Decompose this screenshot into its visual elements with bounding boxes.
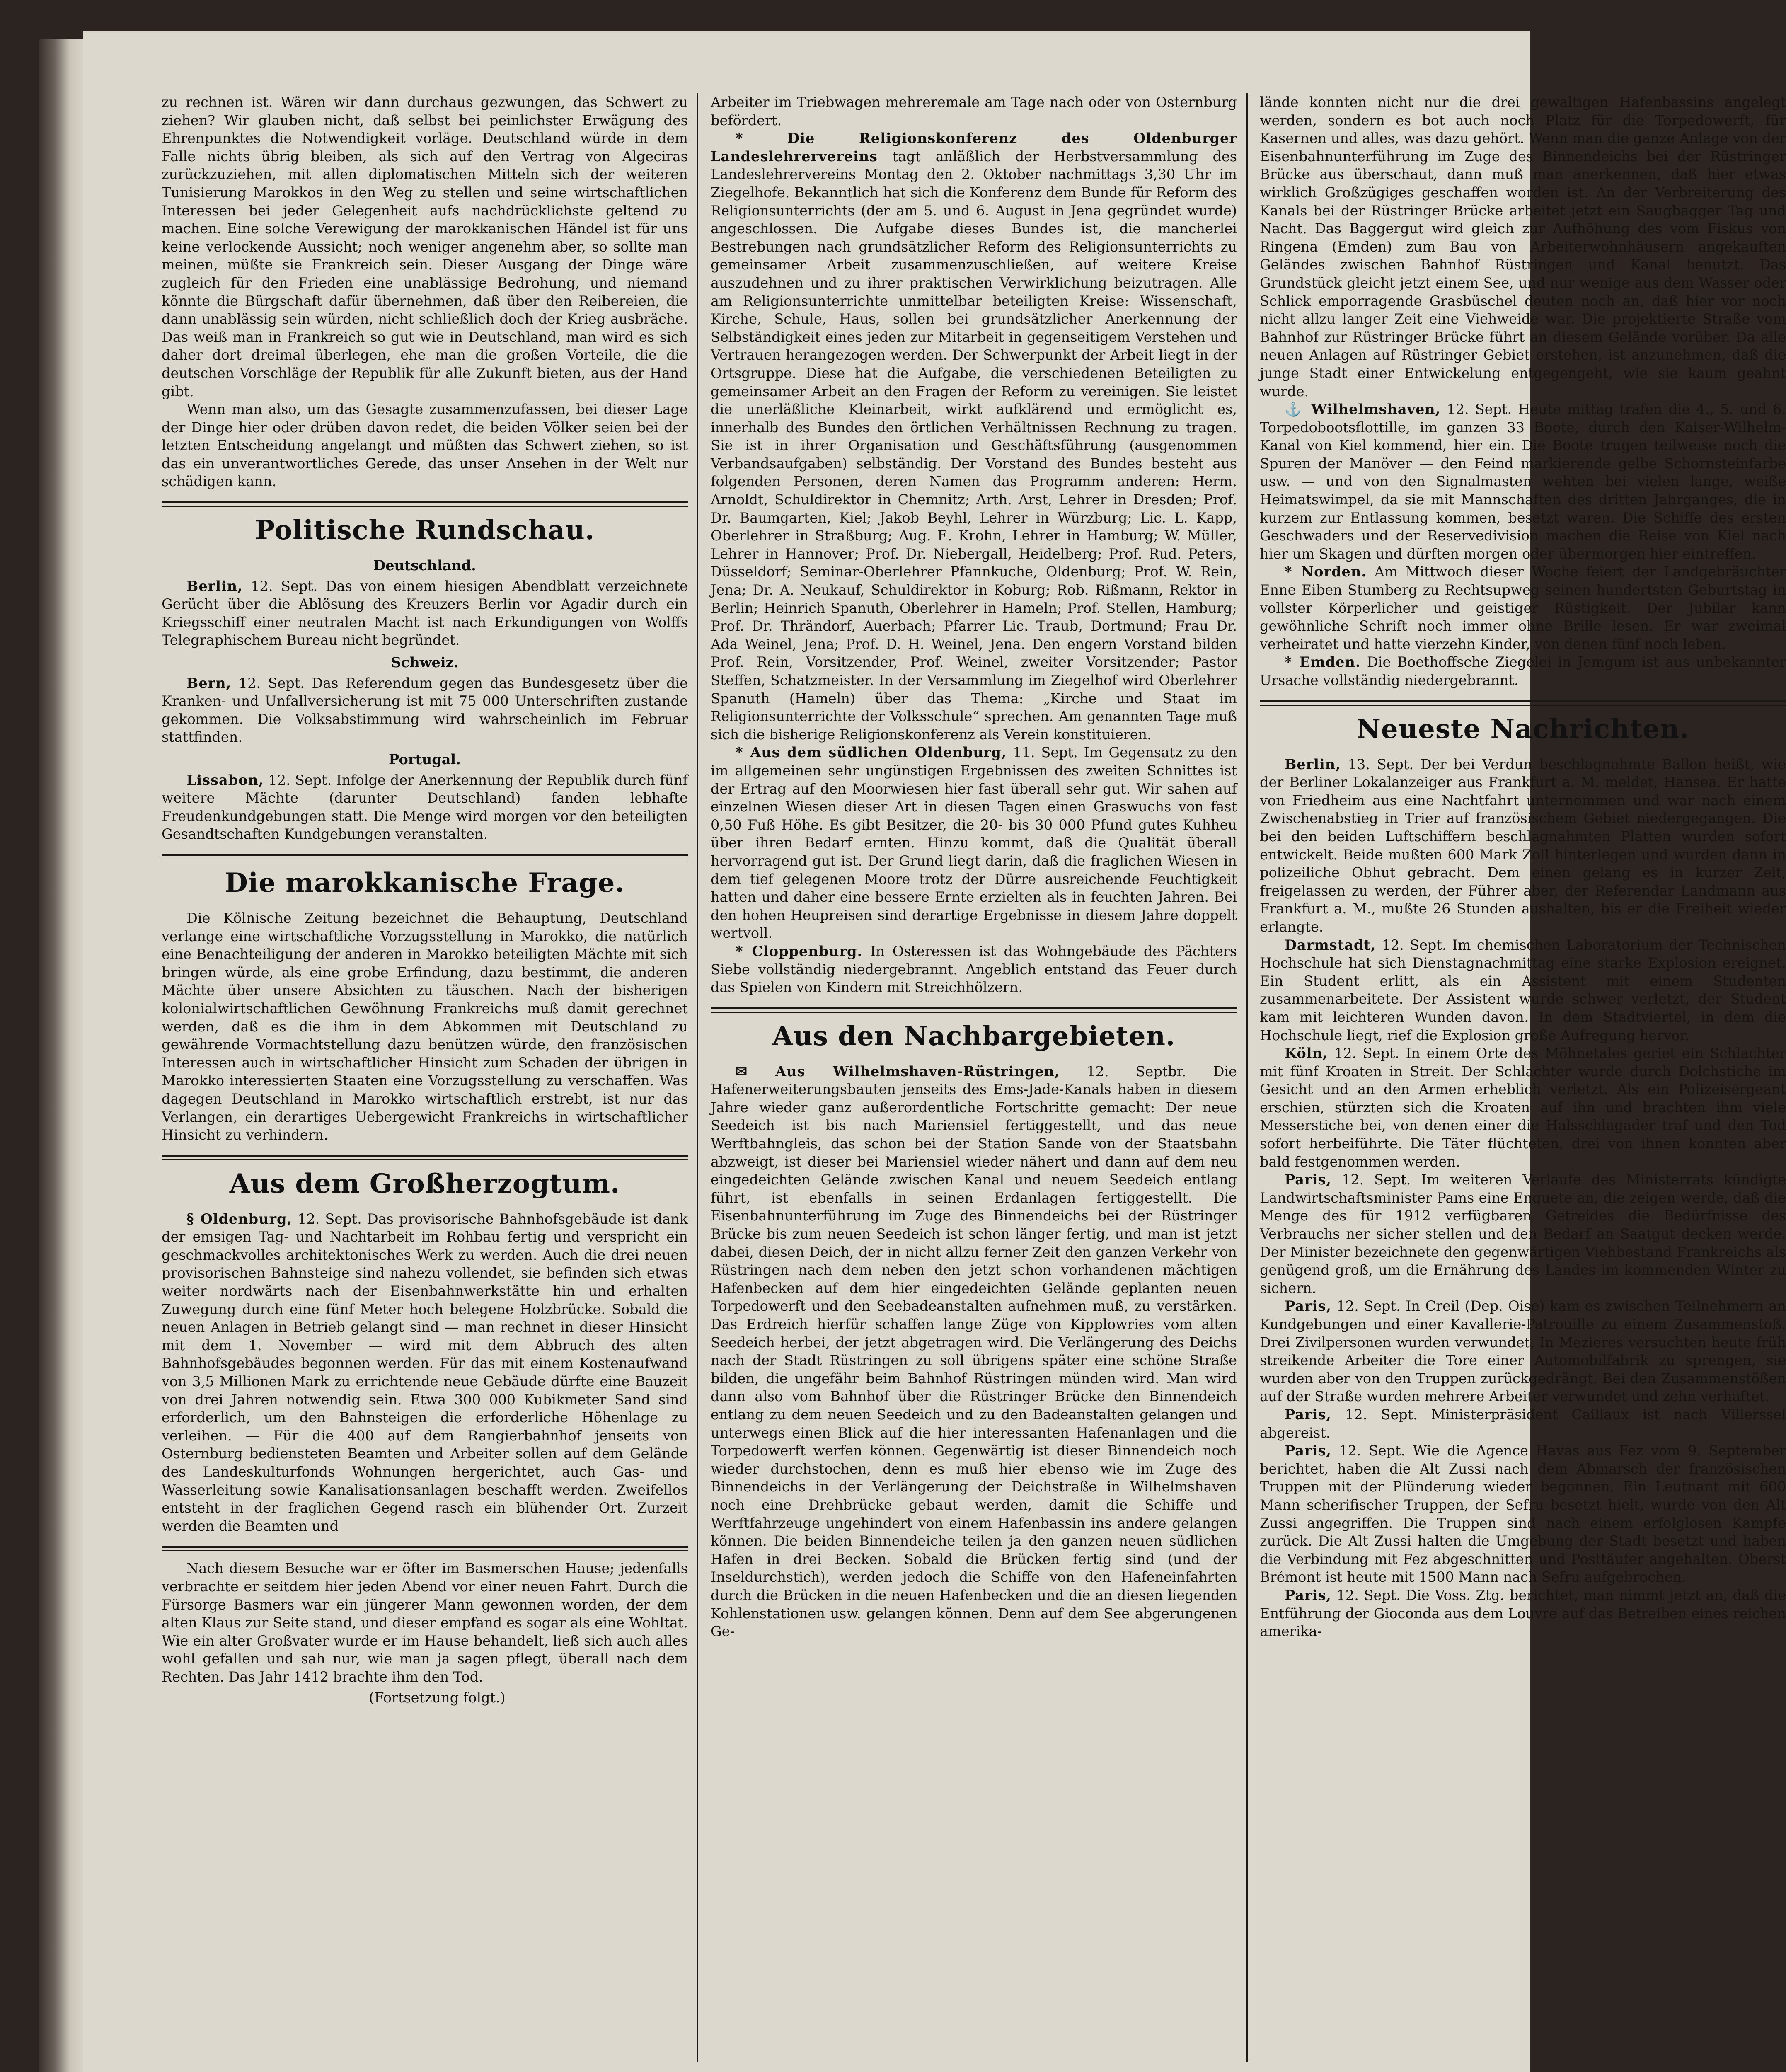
article-continuation: Arbeiter im Triebwagen mehreremale am Tage nach oder von Osternburg befördert.: [711, 94, 1237, 128]
dateline: * Aus dem südlichen Oldenburg,: [736, 744, 1007, 761]
dateline: Paris,: [1285, 1172, 1331, 1188]
news-item: [1260, 1586, 1786, 1641]
article-paragraph: Wenn man also, um das Gesagte zusammenzufassen, bei dieser Lage der Dinge hier oder drüben davon redet, die beiden Völker seien bei der letzten Entscheidung angelangt und müßten das Schwert ziehen, so ist das ein unverantwortliches Gerede, das unser Ansehen in der Welt nur schädigen kann.: [162, 401, 688, 490]
news-text: 12. Sept. In einem Orte des Möhnetales geriet ein Schlachter mit fünf Kroaten in Streit. Der Schlachter wurde durch Dolchstiche im Gesicht und an den Armen erheblich verletzt. Als ein Polizeisergeant erschien, stürzten sich die Kroaten auf ihn und brachten ihm viele Messerstiche bei, von denen einer die Halsschlagader traf und den Tod sofort herbeiführte. Die Täter flüchteten, drei von ihnen konnten aber bald festgenommen werden.: [1260, 1045, 1786, 1170]
news-text: 12. Sept. Das provisorische Bahnhofsgebäude ist dank der emsigen Tag- und Nachtarbeit im Rohbau fertig und verspricht ein geschmackvolles architektonisches Werk zu werden. Auch die drei neuen provisorischen Bahnsteige sind nahezu vollendet, sie befinden sich etwas weiter nordwärts nach der Eisenbahnwerkstätte hin und erhalten Zuwegung durch eine fünf Meter hoch belegene Holzbrücke. Sobald die neuen Anlagen in Betrieb gelangt sind — man rechnet in dieser Hinsicht mit dem 1. November — wird mit dem Abbruch des alten Bahnhofsgebäudes begonnen werden. Für das mit einem Kostenaufwand von 3,5 Millionen Mark zu errichtende neue Gebäude dürfte eine Bauzeit von drei Jahren notwendig sein. Etwa 300 000 Kubikmeter Sand sind erforderlich, um den Bahnsteigen die erforderliche Höhenlage zu verleihen. — Für die 400 auf dem Rangierbahnhof jenseits von Osternburg bediensteten Beamten und Arbeiter sollen auf dem Gelände des Landeskulturfonds Wohnungen hergerichtet, auch Gas- und Wasserleitung sowie Kanalisationsanlagen beschafft werden. Zweifellos entsteht in der fraglichen Gegend rasch ein blühender Ort. Zurzeit werden die Beamten und: [162, 1210, 688, 1534]
news-text: 12. Septbr. Die Hafenerweiterungsbauten jenseits des Ems-Jade-Kanals haben in diesem Jahre wieder ganz außerordentliche Fortschritte gemacht: Der neue Seedeich ist bis nach Mariensiel fertiggestellt, und das neue Werftbahngleis, das schon bei der Station Sande von der Staatsbahn abzweigt, ist dieser bei Mariensiel wieder nähert und dann auf dem neu eingedeichten Gelände zwischen Kanal und neuem Seedeich entlang führt, ist ebenfalls in seinen Erdanlagen fertiggestellt. Die Eisenbahnunterführung im Zuge des Binnendeichs bei der Rüstringer Brücke bis zum neuen Seedeich ist schon länger fertig, und man ist jetzt dabei, diesen Deich, der in nicht allzu ferner Zeit den ganzen Verkehr von Rüstringen nach dem neben den jetzt schon vorhandenen mächtigen Hafenbecken auf dem hier eingedeichten Gelände geplanten neuen Torpedowerft und den Seebadeanstalten aufnehmen muß, zu verstärken. Das Erdreich hierfür schaffen lange Züge von Kipplowries vom alten Seedeich herbei, der jetzt abgetragen wird. Die Verlängerung des Deichs nach der Stadt Rüstringen zu soll übrigens später eine schöne Straße bilden, die ungefähr beim Bahnhof Rüstringen münden wird. Man wird dann also vom Bahnhof über die Rüstringer Brücke den Binnendeich entlang zu dem neuen Seedeich und zu den Badeanstalten gelangen und unterwegs einen Blick auf die hier interessanten Hafenanlagen und die Torpedowerft werfen können. Gegenwärtig ist dieser Binnendeich noch wieder durchstochen, denn es muß hier ebenso wie im Zuge des Binnendeichs in der Verlängerung der Deichstraße in Wilhelmshaven noch eine Drehbrücke gebaut werden, damit die Schiffe und Werftfahrzeuge ungehindert von einem Hafenbassin ins andere gelangen können. Die beiden Binnendeiche teilen ja den ganzen neuen südlichen Hafen in drei Becken. Sobald die Brücken fertig sind (und der Inseldurchstich), werden jedoch die Schiffe von den Hafeneinfahrten durch die Brücken in die neuen Hafenbecken und die an diesen liegenden Kohlenstationen usw. gelangen können. Denn auf dem See abgerungenen Ge-: [711, 1063, 1237, 1640]
news-item: [162, 771, 688, 843]
country-heading: Deutschland.: [373, 557, 476, 574]
news-text: In Osteressen ist das Wohngebäude des Pächters Siebe vollständig niedergebrannt. Angeblich entstand das Feuer durch das Spielen von Kindern mit Streichhölzern.: [711, 943, 1237, 996]
news-text: 12. Sept. Infolge der Anerkennung der Republik durch fünf weitere Mächte (darunter Deutschland) fanden lebhafte Freudenkundgebungen statt. Die Menge wird morgen vor den beteiligten Gesandtschaften Kundgebungen veranstalten.: [162, 772, 688, 842]
news-text: 12. Sept. In Creil (Dep. Oise) kam es zwischen Teilnehmern an Kundgebungen und einer Kavallerie-Patrouille zu einem Zusammenstoß. Drei Zivilpersonen wurden verwundet. In Mezieres versuchten heute früh streikende Arbeiter die Tore einer Automobilfabrik zu sprengen, sie wurden aber von den Truppen zurückgedrängt. Bei den Zusammenstößen auf der Straße wurden mehrere Arbeiter verwundet und zehn verhaftet.: [1260, 1298, 1786, 1405]
section-feuilleton: [162, 1546, 688, 1706]
news-text: 12. Sept. Im chemischen Laboratorium der Technischen Hochschule hat sich Dienstagnachmittag eine starke Explosion ereignet. Ein Student erlitt, als ein Assistent mit einem Studenten zusammenarbeitete. Der Assistent wurde schwer verletzt, der Student kam mit leichteren Wunden davon. In dem Stadtviertel, in dem die Hochschule liegt, rief die Explosion große Aufregung hervor.: [1260, 937, 1786, 1043]
news-item: [1260, 400, 1786, 563]
news-item: [1260, 653, 1786, 689]
dateline: ✉ Aus Wilhelmshaven-Rüstringen,: [736, 1063, 1060, 1080]
news-text: 12. Sept. Im weiteren Verlaufe des Ministerrats kündigte Landwirtschaftsminister Pams eine Enquete an, die zeigen werde, daß die Menge des für 1912 verfügbaren Getreides die Bedürfnisse des Verbrauchs ner sicher stellen und den Bedarf an Saatgut decken werde. Der Minister bezeichnete den gegenwärtigen Viehbestand Frankreichs als genügend groß, um die Ernährung des Landes im kommenden Winter zu sichern.: [1260, 1172, 1786, 1296]
news-text: tagt anläßlich der Herbstversammlung des Landeslehrervereins Montag den 2. Oktober nachmittags 3,30 Uhr im Ziegelhofe. Bekanntlich hat sich die Konferenz dem Bunde für Reform des Religionsunterrichts (der am 5. und 6. August in Jena gegründet wurde) angeschlossen. Die Aufgabe dieses Bundes ist, die mancherlei Bestrebungen nach grundsätzlicher Reform des Religionsunterrichts zu gemeinsamer Arbeit zusammenzuschließen, auf weitere Kreise auszudehnen und zu ihrer praktischen Verwirklichung beizutragen. Alle am Religionsunterrichte unmittelbar beteiligten Kreise: Wissenschaft, Kirche, Schule, Haus, sollen bei grundsätzlicher Anerkennung der Selbständigkeit eines jeden zur Mitarbeit in gegenseitigem Verstehen und Vertrauen herangezogen werden. Der Schwerpunkt der Arbeit liegt in der Ortsgruppe. Diese hat die Aufgabe, die verschiedenen Beteiligten zu gemeinsamer Arbeit an den Fragen der Reform zu vereinigen. Sie leistet die unerläßliche Kleinarbeit, wirkt aufklärend und ermöglicht es, innerhalb des Bundes den örtlichen Verhältnissen Rechnung zu tragen. Sie ist in ihrer Organisation und Geschäftsführung (ausgenommen Verbandsaufgaben) selbständig. Der Vorstand des Bundes besteht aus folgenden Personen, deren Namen das Programm anderen: Herm. Arnoldt, Schuldirektor in Chemnitz; Arth. Arst, Lehrer in Dresden; Prof. Dr. Baumgarten, Kiel; Jakob Beyhl, Lehrer in Würzburg; Lic. L. Kapp, Oberlehrer in Straßburg; Aug. E. Krohn, Lehrer in Hamburg; W. Müller, Lehrer in Hannover; Prof. Dr. Niebergall, Heidelberg; Prof. Rud. Peters, Düsseldorf; Seminar-Oberlehrer Pfannkuche, Oldenburg; Prof. W. Rein, Jena; Dr. A. Neukauf, Schuldirektor in Koburg; Rob. Rißmann, Rektor in Berlin; Heinrich Spanuth, Oberlehrer in Hameln; Prof. Stellen, Hamburg; Prof. Dr. Thrändorf, Auerbach; Pfarrer Lic. Traub, Dortmund; Frau Dr. Ada Weinel, Jena; Prof. D. H. Weinel, Jena. Den engern Vorstand bilden Prof. Rein, Vorsitzender, Prof. Weinel, zweiter Vorsitzender; Pastor Steffen, Schatzmeister. In der Versammlung im Ziegelhof wird Oberlehrer Spanuth (Hameln) über das Thema: „Kirche und Staat im Religionsunterrichte der Volksschule“ sprechen. Am genannten Tage muß sich die bisherige Religionskonferenz als Verein konstituieren.: [711, 148, 1237, 743]
section-title: Die marokkanische Frage.: [225, 867, 625, 898]
book-spine: [39, 39, 83, 2072]
news-text: 11. Sept. Im Gegensatz zu den im allgemeinen sehr ungünstigen Ergebnissen des zweiten Schnittes ist der Ertrag auf den Moorwiesen hier fast überall sehr gut. Wir sahen auf einzelnen Wiesen dieser Art in diesen Tagen einen Graswuchs von fast 0,50 Fuß Höhe. Es gibt Besitzer, die 20- bis 30 000 Pfund gutes Kuhheu über ihren Bedarf ernten. Hinzu kommt, daß die Qualität überall hervorragend gut ist. Der Grund liegt darin, daß die fraglichen Wiesen in dem tief gelegenen Moore trotz der Dürre ausreichende Feuchtigkeit hatten und daher eine bessere Ernte erzielten als in feuchten Jahren. Bei den hohen Heupreisen sind derartige Ergebnisse in diesem Jahre doppelt wertvoll.: [711, 744, 1237, 942]
section-title: Aus den Nachbargebieten.: [772, 1020, 1176, 1052]
news-text: 13. Sept. Der bei Verdun beschlagnahmte Ballon heißt, wie der Berliner Lokalanzeiger aus Frankfurt a. M. meldet, Hansea. Er hatte von Friedheim aus eine Nachtfahrt unternommen und war nach einem Zwischenabstieg in Trier auf französischem Gebiet niedergegangen. Die bei den beiden Luftschiffern beschlagnahmten Platten wurden sofort entwickelt. Beide mußten 600 Mark Zoll hinterlegen und wurden dann in polizeiliche Obhut gebracht. Dem einen gelang es in kurzer Zeit, freigelassen zu werden, der Führer aber, der Referendar Landmann aus Frankfurt a. M., mußte 26 Stunden aushalten, bis er die Freiheit wieder erlangte.: [1260, 756, 1786, 935]
news-item: [1260, 563, 1786, 653]
story-paragraph: Nach diesem Besuche war er öfter im Basmerschen Hause; jedenfalls verbrachte er seitdem hier jeden Abend vor einer neuen Fahrt. Durch die Fürsorge Basmers war ein jüngerer Mann gewonnen worden, der dem alten Klaus zur Seite stand, und dieser empfand es sogar als eine Wohltat. Wie ein alter Großvater wurde er im Hause behandelt, ließ sich auch alles wohl gefallen und sah nur, wie man ja sagen pflegt, überall nach dem Rechten. Das Jahr 1412 brachte ihm den Tod.: [162, 1560, 688, 1685]
news-item: [1260, 1044, 1786, 1171]
section-nachbargebiete: [711, 1007, 1237, 1641]
news-item: [711, 743, 1237, 942]
news-text: 12. Sept. Heute mittag trafen die 4., 5. und 6. Torpedobootsflottille, im ganzen 33 Boote, durch den Kaiser-Wilhelm-Kanal von Kiel kommend, hier ein. Die Boote trugen teilweise noch die Spuren der Manöver — den Feind markierende gelbe Schornsteinfarbe usw. — und von den Signalmasten wehten bei vielen lange, weiße Heimatswimpel, da sie mit Mannschaften des dritten Jahrganges, die in kurzem zur Entlassung kommen, besetzt waren. Die Schiffe des ersten Geschwaders und der Reservedivision machen die Reise von Kiel nach hier um Skagen und dürften morgen oder übermorgen hier eintreffen.: [1260, 401, 1786, 562]
article-continuation: zu rechnen ist. Wären wir dann durchaus gezwungen, das Schwert zu ziehen? Wir glauben nicht, daß selbst bei peinlichster Erwägung des Ehrenpunktes die Notwendigkeit vorläge. Deutschland würde in dem Falle nichts übrig bleiben, als sich auf den Vertrag von Algeciras zurückzuziehen, mit allen diplomatischen Mitteln sich der weiteren Tunisierung Marokkos in den Weg zu stellen und seine wirtschaftlichen Interessen bei jeder Gelegenheit aufs nachdrücklichste geltend zu machen. Eine solche Verewigung der marokkanischen Händel ist für uns keine verlockende Aussicht; noch weniger angenehm aber, so sollte man meinen, müßte sie Frankreich sein. Dieser Ausgang der Dinge wäre zugleich für den Frieden eine unablässige Bedrohung, und niemand könnte die Bürgschaft dafür übernehmen, daß über den Reibereien, die dann unablässig sein würden, nicht schließlich doch der Krieg ausbräche. Das weiß man in Frankreich so gut wie in Deutschland, man wird es sich daher dort dreimal überlegen, ehe man die großen Vorteile, die die deutschen Vorschläge der Republik für alle Zukunft bieten, aus der Hand gibt.: [162, 94, 688, 399]
column-2: [711, 93, 1237, 1641]
dateline: § Oldenburg,: [186, 1210, 293, 1227]
dateline: Berlin,: [186, 578, 243, 594]
dateline: * Cloppenburg.: [736, 943, 863, 959]
article-paragraph: Die Kölnische Zeitung bezeichnet die Behauptung, Deutschland verlange eine wirtschaftliche Vorzugsstellung in Marokko, die natürlich eine Benachteiligung der anderen in Marokko beteiligten Mächte mit sich bringen würde, als eine grobe Erfindung, dazu bestimmt, die anderen Mächte über unsere Absichten zu täuschen. Nach der bisherigen kolonialwirtschaftlichen Gewöhnung Frankreichs muß damit gerechnet werden, daß es die ihm in dem Abkommen mit Deutschland zu gewährende Vormachtstellung dazu benützen würde, den französischen Interessen auch in wirtschaftlicher Hinsicht zum Schaden der übrigen in Marokko interessierten Staaten eine Vorzugsstellung zu verschaffen. Was dagegen Deutschland in Marokko wirtschaftlich erstrebt, ist nur das Verlangen, ein derartiges Uebergewicht Frankreichs in wirtschaftlicher Hinsicht zu verhindern.: [162, 910, 688, 1143]
news-text: 12. Sept. Ministerpräsident Caillaux ist nach Villerssel abgereist.: [1260, 1406, 1786, 1441]
dateline: * Norden.: [1285, 564, 1367, 580]
news-item: [162, 674, 688, 746]
news-item: [711, 1063, 1237, 1641]
section-neueste-nachrichten: [1260, 700, 1786, 1641]
news-text: 12. Sept. Wie die Agence Havas aus Fez vom 9. September berichtet, haben die Alt Zussi nach dem Abmarsch der französischen Truppen mit der Plünderung wieder begonnen. Ein Leutnant mit 600 Mann scherifischer Truppen, der Sefru besetzt hielt, wurde von den Alt Zussi angegriffen. Die Truppen sind nach einem erfolglosen Kampfe zurück. Die Alt Zussi halten die Umgebung der Stadt besetzt und haben die Verbindung mit Fez abgeschnitten und Posttäufer angehalten. Oberst Brémont ist heute mit 1500 Mann nach Sefru aufgebrochen.: [1260, 1443, 1786, 1585]
dateline: Paris,: [1285, 1443, 1331, 1459]
news-item: [1260, 755, 1786, 936]
section-grossherzogtum: [162, 1155, 688, 1535]
news-item: [711, 129, 1237, 743]
news-text: 12. Sept. Die Voss. Ztg. berichtet, man nimmt jetzt an, daß die Entführung der Gioconda aus dem Louvre auf das Betreiben eines reichen amerika-: [1260, 1587, 1786, 1640]
news-item: [162, 1210, 688, 1535]
column-rule: [1246, 93, 1248, 2062]
news-item: [1260, 1297, 1786, 1406]
dateline: Berlin,: [1285, 756, 1341, 772]
news-item: [1260, 1171, 1786, 1297]
continued-note: (Fortsetzung folgt.): [369, 1689, 506, 1706]
news-item: [1260, 1442, 1786, 1586]
news-item: [1260, 1406, 1786, 1442]
news-text: 12. Sept. Das Referendum gegen das Bundesgesetz über die Kranken- und Unfallversicherung ist mit 75 000 Unterschriften zustande gekommen. Die Volksabstimmung wird wahrscheinlich im Februar stattfinden.: [162, 675, 688, 746]
dateline: Paris,: [1285, 1406, 1331, 1423]
dateline: Köln,: [1285, 1045, 1328, 1062]
dateline: Lissabon,: [186, 772, 264, 788]
country-heading: Schweiz.: [391, 654, 459, 671]
column-1: [162, 93, 688, 1706]
section-title: Aus dem Großherzogtum.: [229, 1168, 620, 1199]
dateline: Darmstadt,: [1285, 937, 1376, 953]
dateline: ⚓ Wilhelmshaven,: [1285, 401, 1441, 418]
news-text: Die Boethoffsche Ziegelei in Jemgum ist aus unbekannter Ursache vollständig niedergebrannt.: [1260, 654, 1786, 688]
news-text: 12. Sept. Das von einem hiesigen Abendblatt verzeichnete Gerücht über die Ablösung des Kreuzers Berlin vor Agadir durch ein Kriegsschiff einer neutralen Macht ist nach Erkundigungen von Wolffs Telegraphischem Bureau nicht begründet.: [162, 578, 688, 649]
news-item: [711, 942, 1237, 997]
section-politische-rundschau: [162, 501, 688, 843]
dateline: Bern,: [186, 675, 232, 691]
news-item: [1260, 936, 1786, 1045]
dateline: * Emden.: [1285, 654, 1361, 670]
section-marokkanische-frage: [162, 854, 688, 1144]
section-title: Neueste Nachrichten.: [1356, 713, 1689, 745]
dateline: Paris,: [1285, 1587, 1331, 1603]
newspaper-page: [83, 31, 1786, 2072]
country-heading: Portugal.: [389, 751, 461, 767]
dateline: * Die Religionskonferenz des Oldenburger Landeslehrervereins: [711, 130, 1237, 165]
section-title: Politische Rundschau.: [255, 515, 595, 546]
column-rule: [697, 93, 698, 2062]
news-text: Am Mittwoch dieser Woche feiert der Landgebräuchter Enne Eiben Stumberg zu Rechtsupweg seinen hundertsten Geburtstag in vollster Körperlicher und geistiger Rüstigkeit. Der Jubilar kann gewöhnliche Schrift noch immer ohne Brille lesen. Er war zweimal verheiratet und hatte vierzehn Kinder, von denen fünf noch leben.: [1260, 564, 1786, 652]
news-item: [162, 577, 688, 649]
dateline: Paris,: [1285, 1298, 1331, 1314]
column-3: [1260, 93, 1786, 1641]
article-continuation: lände konnten nicht nur die drei gewaltigen Hafenbassins angelegt werden, sondern es bot auch noch Platz für die Torpedowerft, für Kasernen und alles, was dazu gehört. Wenn man die ganze Anlage von der Eisenbahnunterführung im Zuge des Binnendeichs bei der Rüstringer Brücke aus überschaut, dann muß man anerkennen, daß hier etwas wirklich Großzügiges geschaffen worden ist. An der Verbreiterung des Kanals bei der Rüstringer Brücke arbeitet jetzt ein Saugbagger Tag und Nacht. Das Baggergut wird gleich zur Aufhöhung des vom Fiskus von Ringena (Emden) zum Bau von Arbeiterwohnhäusern angekauften Geländes zwischen Bahnhof Rüstringen und Kanal benutzt. Das Grundstück gleicht jetzt einem See, und nur wenige aus dem Wasser oder Schlick emporragende Grasbüschel deuten noch an, daß hier vor noch nicht allzu langer Zeit eine Viehweide war. Die projektierte Straße vom Bahnhof zur Rüstringer Brücke führt an diesem Gelände vorüber. Da alle neuen Anlagen auf Rüstringer Gebiet erstehen, ist anzunehmen, daß die junge Stadt einer Entwickelung entgegengeht, wie sie kaum geahnt wurde.: [1260, 94, 1786, 399]
